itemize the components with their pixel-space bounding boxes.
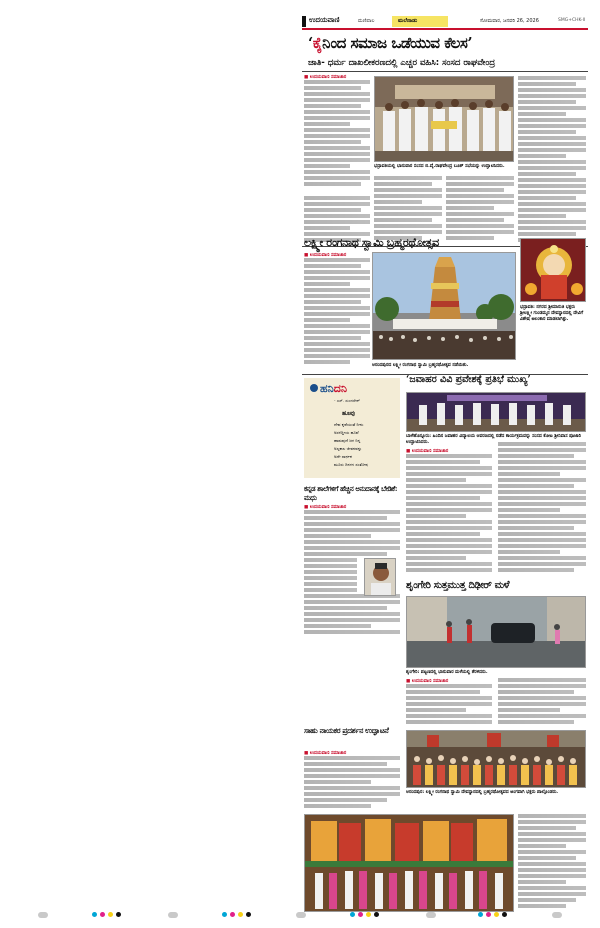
lead-text-col-1 [304, 74, 370, 194]
sringeri-headline: ಶೃಂಗೇರಿ ಸುತ್ತಮುತ್ತ ದಿಢೀರ್ ಮಳೆ [406, 580, 510, 591]
registration-dot-cyan [350, 912, 355, 917]
newspaper-logo: ಉದಯವಾಣಿ [309, 16, 340, 24]
registration-dot-yellow [238, 912, 243, 917]
registration-dot-magenta [486, 912, 491, 917]
lead-photo-caption: ಭದ್ರಾವತಿಯಲ್ಲಿ ಭಾನುವಾರ ಸಂಸದ ಬಿ.ವೈ.ರಾಘವೇಂದ್ರ ಬೂತ್ ಸಭೆಯನ್ನು ಉದ್ಘಾಟಿಸಿದರು. [374, 164, 505, 169]
poem-line: ಹಾಡುವುದೆ ಜಗ ನಿನ್ನ [334, 438, 361, 443]
temple-chariot-caption: ಆನಂದಪುರದ ಲಕ್ಷ್ಮೀ ರಂಗನಾಥ ಸ್ವಾಮಿ ಬ್ರಹ್ಮರಥೋತ್ಸವ ನಡೆಯಿತು. [372, 363, 469, 368]
registration-dot-black [374, 912, 379, 917]
rain-caption: ಶೃಂಗೇರಿ: ಪಟ್ಟಣದಲ್ಲಿ ಭಾನುವಾರ ಮಳೆಯಲ್ಲಿ ತೆರಳಿದರು. [406, 670, 488, 675]
column-logo-part2: ದನಿ [333, 382, 347, 395]
kannada-school-headline: ಕನ್ನಡ ಶಾಲೆಗಳಿಗೆ ಹೆಚ್ಚಿನ ಅನುದಾನಕ್ಕೆ ಬೇಡಿಕೆ: ಮಧು [304, 484, 398, 502]
saints-byline: ■ ಉದಯವಾಣಿ ಸಮಾಚಾರ [304, 751, 347, 756]
registration-dot-magenta [230, 912, 235, 917]
festival-text-col [304, 252, 370, 370]
registration-dot-yellow [366, 912, 371, 917]
procession-photo [406, 730, 586, 788]
edition-label: ಮಣಿಪಾಲ [358, 18, 375, 24]
procession-caption: ಆನಂದಪುರ: ಲಕ್ಷ್ಮೀ ರಂಗನಾಥ ಸ್ವಾಮಿ ದೇವಸ್ಥಾನದಲ್ಲಿ ಬ್ರಹ್ಮರಥೋತ್ಸವದ ಅಂಗವಾಗಿ ಭಕ್ತರು ಪಾಲ್ಗೊಂಡರು. [406, 790, 559, 795]
hani-dani-column [304, 378, 400, 478]
poem-line: ಅದೇ ಸಾರ್ಥಕ [334, 454, 352, 459]
jawahar-byline: ■ ಉದಯವಾಣಿ ಸಮಾಚಾರ [406, 449, 449, 454]
deity-photo [520, 238, 586, 302]
rain-photo [406, 596, 586, 668]
page-code: SMG+CHK-II [558, 18, 586, 23]
lead-subhead: ಜಾತಿ- ಧರ್ಮ ದಾಖಲೀಕರಣದಲ್ಲಿ ಎಚ್ಚರ ವಹಿಸಿ: ಸಂಸದ ರಾಘವೇಂದ್ರ [308, 58, 496, 68]
poem-line: ಮೂರು ದಿನಗಳ ಸಂತೋಷ [334, 462, 369, 467]
headline-quote-open: ‘ [308, 34, 313, 52]
masthead [302, 14, 588, 30]
jawahar-text-col-1 [406, 448, 492, 576]
flower-decor-photo [304, 814, 514, 912]
saints-headline: ಸಾಹು ನಾಯಕರ ಪ್ರದರ್ಶನ ಉದ್ಘಾಟನೆ [304, 726, 389, 735]
kannada-school-byline: ■ ಉದಯವಾಣಿ ಸಮಾಚಾರ [304, 505, 347, 510]
headline-rest: ನಿಂದ ಸಮಾಜ ಒಡೆಯುವ ಕೆಲಸ’ [322, 34, 473, 52]
registration-dot-magenta [100, 912, 105, 917]
jawahar-text-col-2 [498, 442, 586, 576]
footer-mark [168, 912, 178, 918]
headline-red-part: ಕೈ [312, 34, 323, 52]
footer-mark [38, 912, 48, 918]
registration-dot-cyan [478, 912, 483, 917]
festival-headline: ಲಕ್ಷ್ಮೀ ರಂಗನಾಥ ಸ್ವಾಮಿ ಬ್ರಹ್ಮರಥೋತ್ಸವ [304, 236, 439, 249]
sringeri-byline: ■ ಉದಯವಾಣಿ ಸಮಾಚಾರ [406, 679, 449, 684]
portrait-photo [364, 558, 396, 596]
footer-mark [552, 912, 562, 918]
lead-byline: ■ ಉದಯವಾಣಿ ಸಮಾಚಾರ [304, 75, 347, 80]
registration-dot-cyan [222, 912, 227, 917]
poem-title: ಹೂವು [342, 410, 355, 417]
lead-photo [374, 76, 514, 162]
registration-dot-black [116, 912, 121, 917]
logo-mark [302, 16, 306, 27]
deity-caption: ಭದ್ರಾವತಿ: ನಗರದ ಶ್ರೀಮಾರುತಿ ಭಕ್ತರು ಶ್ರೀಲಕ್ಷ್ಮೀ ಗುಂಡಮ್ಮನ ದೇವಸ್ಥಾನದಲ್ಲಿ ದೇವಿಗೆ ವಿಶೇಷ ಅಲಂಕಾರ ಮಾಡಲಾಗಿತ್ತು. [520, 305, 584, 322]
sringeri-text-col-1 [406, 678, 492, 730]
registration-dot-cyan [92, 912, 97, 917]
registration-dot-black [246, 912, 251, 917]
registration-dot-black [502, 912, 507, 917]
jawahar-photo [406, 392, 586, 432]
bottom-right-text [518, 814, 586, 912]
lead-text-col-4 [446, 176, 514, 244]
issue-date: ಸೋಮವಾರ, ಜನವರಿ 26, 2026 [480, 18, 539, 24]
column-logo [310, 382, 347, 396]
saints-text [304, 750, 400, 812]
column-logo-part1: ಹನಿ [320, 382, 334, 395]
jawahar-headline: ‘ಜವಾಹರ ವಿವಿ ಪ್ರವೇಶಕ್ಕೆ ಪ್ರತಿಭೆ ಮುಖ್ಯ’ [406, 374, 531, 385]
lead-text-col-3 [374, 176, 442, 244]
footer-mark [296, 912, 306, 918]
column-author: - ಎಸ್. ಸುಂದರೇಶ್ [334, 398, 360, 403]
section-label: ಮಲೆನಾಡು [392, 16, 448, 27]
temple-chariot-photo [372, 252, 516, 360]
drop-icon [310, 384, 318, 392]
sringeri-text-col-2 [498, 678, 586, 730]
registration-dot-yellow [108, 912, 113, 917]
registration-dot-yellow [494, 912, 499, 917]
lead-text-col-right [518, 76, 586, 244]
lead-headline [308, 34, 584, 52]
divider [302, 71, 588, 72]
registration-dot-magenta [358, 912, 363, 917]
poem-line: ಅಲ್ಪಕಾಲ ಜೀವನವನ್ನು [334, 446, 362, 451]
festival-byline: ■ ಉದಯವಾಣಿ ಸಮಾಚಾರ [304, 253, 347, 258]
poem-line: ಅರಳಿದ್ದೀಯ ಹೂವೆ [334, 430, 359, 435]
footer-mark [426, 912, 436, 918]
jawahar-caption: ಬಾಳೆಹೊನ್ನೂರು: ಹಿಂದಿನ ಜವಾಹರ ವಿದ್ಯಾಲಯ ಆವರಣದಲ್ಲಿ ನಡೆದ ಕಾರ್ಯಕ್ರಮವನ್ನು ಸಂಸದ ಕೋಟ ಶ್ರೀನಿವಾಸ ಪೂಜಾರಿ ಉದ್ಘಾಟಿಸಿದರು. [406, 434, 581, 445]
newspaper-page [302, 14, 588, 916]
poem-line: ದೇವ ಕೃಪೆಯಂತೆ ನೀನು [334, 422, 364, 427]
